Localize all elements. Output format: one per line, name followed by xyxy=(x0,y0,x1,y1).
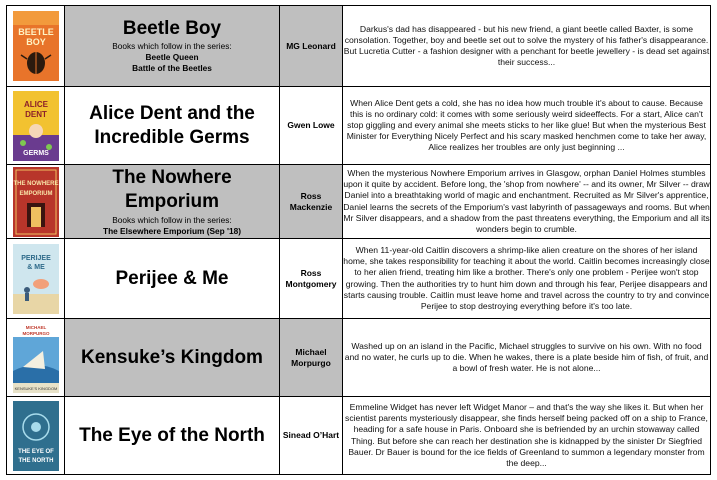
svg-text:MORPURGO: MORPURGO xyxy=(22,330,49,336)
svg-text:& ME: & ME xyxy=(26,263,45,271)
book-blurb: When 11-year-old Caitlin discovers a shrimp-like alien creature on the shores of her island home, she takes responsibility for teaching it about the world. Caitlin becomes increasingly close to her alien friend, treating him like a brother. There's only one problem - Perijee won't stop growing. Then the authorities try to hunt him down and through his fear, Perijee disappears and starts causing trouble. Caitlin must leave home and travel across the country to try and convince Perijee to stop destroying everything before it's too late. xyxy=(343,239,711,319)
book-cover-image xyxy=(13,323,59,393)
book-cover-cell xyxy=(7,87,65,165)
book-title: Kensuke’s Kingdom xyxy=(81,346,263,368)
book-row xyxy=(7,319,711,397)
book-cover-image xyxy=(13,91,59,161)
book-row xyxy=(7,6,711,87)
book-author: MG Leonard xyxy=(280,6,343,87)
book-title-cell xyxy=(65,165,280,239)
svg-text:ALICE: ALICE xyxy=(23,99,48,109)
book-title: The Nowhere Emporium xyxy=(112,167,232,212)
svg-text:THE NOWHERE: THE NOWHERE xyxy=(13,180,58,187)
book-row xyxy=(7,87,711,165)
book-cover-cell xyxy=(7,6,65,87)
book-author: Ross Mackenzie xyxy=(280,165,343,239)
book-cover-image xyxy=(13,11,59,81)
series-item: Battle of the Beetles xyxy=(132,63,212,73)
svg-text:THE EYE OF: THE EYE OF xyxy=(17,448,54,455)
book-author: Gwen Lowe xyxy=(280,87,343,165)
book-title-cell xyxy=(65,6,280,87)
svg-text:BOY: BOY xyxy=(25,37,46,47)
book-row xyxy=(7,165,711,239)
svg-text:KENSUKE'S KINGDOM: KENSUKE'S KINGDOM xyxy=(14,385,57,391)
book-blurb: Darkus's dad has disappeared - but his new friend, a giant beetle called Baxter, is some consolation. Together, boy and beetle set out to solve the mystery of his father's disappearance. But Lucretia Cutter - a fashion designer with a penchant for beetle jewellery - is dead set against their success... xyxy=(343,6,711,87)
book-row xyxy=(7,397,711,475)
book-cover-cell xyxy=(7,397,65,475)
book-title: Beetle Boy xyxy=(122,18,222,39)
book-title-cell xyxy=(65,319,280,397)
svg-text:GERMS: GERMS xyxy=(22,149,49,157)
svg-text:MICHAEL: MICHAEL xyxy=(25,324,46,330)
svg-text:THE NORTH: THE NORTH xyxy=(18,457,53,464)
book-blurb: When Alice Dent gets a cold, she has no idea how much trouble it's about to cause. Because this is no ordinary cold: it comes with some seriously weird sideeffects. For a start, Alice can't stop giggling and every animal she meets sticks to her like glue! But when the mysterious Best Minister for Everything Nicely Perfect and his scary masked henchmen come to take her away, Alice realizes her troubles are only just beginning ... xyxy=(343,87,711,165)
svg-text:PERIJEE: PERIJEE xyxy=(20,254,51,262)
book-cover-cell xyxy=(7,319,65,397)
book-author: Ross Montgomery xyxy=(280,239,343,319)
book-row xyxy=(7,239,711,319)
book-blurb: When the mysterious Nowhere Emporium arrives in Glasgow, orphan Daniel Holmes stumbles upon it quite by accident. Before long, the 'shop from nowhere' -- and its owner, Mr Silver -- draw Daniel into a breathtaking world of magic and enchantment. Recruited as Mr Silver's apprentice, Daniel learns the secrets of the Emporium's vast labyrinth of passageways and rooms. But when Mr Silver disappears, and a shadow from the past threatens everything, the Emporium and all its wonders begin to crumble. xyxy=(343,165,711,239)
book-cover-image xyxy=(13,167,59,237)
book-blurb: Emmeline Widget has never left Widget Manor – and that's the way she likes it. But when her scientist parents mysteriously disappear, she finds herself being packed off on a ship to France, heading for a safe house in Paris. Onboard she is befriended by an urchin stowaway called Thing. But before she can reach her destination she is kidnapped by the sinister Dr Siegfried Bauer. Dr Bauer is bound for the ice fields of Greenland to summon a legendary monster from the deep... xyxy=(343,397,711,475)
book-title: The Eye of the North xyxy=(79,424,265,446)
book-title-cell xyxy=(65,87,280,165)
book-cover-cell xyxy=(7,165,65,239)
svg-text:DENT: DENT xyxy=(24,109,47,119)
series-item: The Elsewhere Emporium (Sep '18) xyxy=(103,226,241,236)
svg-text:EMPORIUM: EMPORIUM xyxy=(19,190,52,197)
series-note: Books which follow in the series: xyxy=(112,41,232,51)
book-list-table xyxy=(6,5,711,475)
book-title: Alice Dent and the Incredible Germs xyxy=(89,102,255,148)
book-blurb: Washed up on an island in the Pacific, Michael struggles to survive on his own. With no food and no water, he curls up to die. When he wakes, there is a plate beside him of fish, of fruit, and a bowl of fresh water. He is not alone... xyxy=(343,319,711,397)
series-item: Beetle Queen xyxy=(145,52,199,62)
book-cover-image xyxy=(13,401,59,471)
book-author: Michael Morpurgo xyxy=(280,319,343,397)
book-title: Perijee & Me xyxy=(115,267,229,289)
book-cover-cell xyxy=(7,239,65,319)
series-note: Books which follow in the series: xyxy=(112,215,232,225)
book-author: Sinead O’Hart xyxy=(280,397,343,475)
book-title-cell xyxy=(65,239,280,319)
svg-text:BEETLE: BEETLE xyxy=(17,27,54,37)
book-title-cell xyxy=(65,397,280,475)
book-cover-image xyxy=(13,244,59,314)
